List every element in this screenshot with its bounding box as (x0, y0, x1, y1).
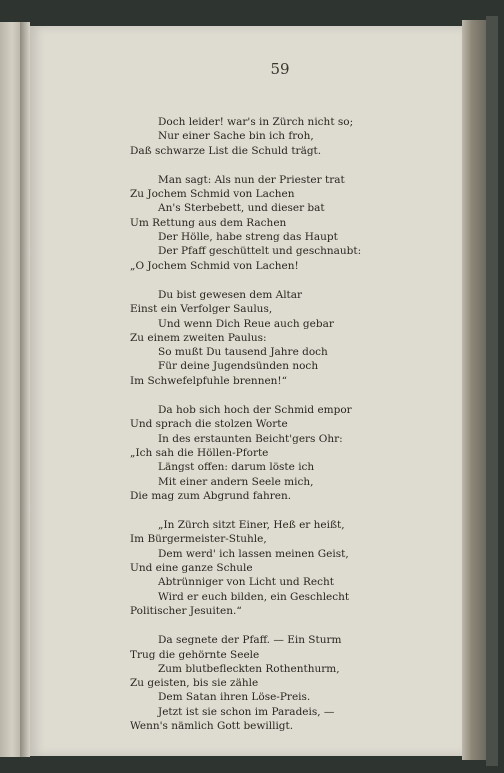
poem-line: Doch leider! war's in Zürch nicht so; (158, 116, 354, 128)
poem-line: „O Jochem Schmid von Lachen! (130, 259, 299, 272)
poem-line: Zu Jochem Schmid von Lachen (130, 188, 295, 201)
page-number: 59 (270, 60, 290, 78)
poem-line: Um Rettung aus dem Rachen (130, 216, 287, 229)
poem-line: Da segnete der Pfaff. — Ein Sturm (158, 634, 342, 647)
poem-line: „In Zürch sitzt Einer, Heß er heißt, (158, 519, 345, 532)
poem-line: Daß schwarze List die Schuld trägt. (130, 144, 322, 157)
poem-line: Zu einem zweiten Paulus: (130, 331, 267, 344)
poem-line: Der Pfaff geschüttelt und geschnaubt: (158, 245, 362, 258)
poem-line: In des erstaunten Beicht'gers Ohr: (158, 432, 343, 445)
poem-line: Nur einer Sache bin ich froh, (158, 130, 314, 143)
book-gutter (20, 22, 30, 757)
stanza (130, 173, 361, 273)
poem-line: Politischer Jesuiten.“ (130, 604, 242, 617)
poem-line: Im Schwefelpfuhle brennen!“ (130, 374, 288, 387)
poem-line: Mit einer andern Seele mich, (158, 475, 314, 488)
poem-line: So mußt Du tausend Jahre doch (158, 346, 328, 359)
poem-line: Der Hölle, habe streng das Haupt (158, 231, 338, 244)
stanza (130, 403, 361, 503)
poem-line: Für deine Jugendsünden noch (158, 360, 319, 373)
poem-line: Dem Satan ihren Löse-Preis. (158, 691, 311, 704)
stanza (130, 115, 361, 158)
poem-line: Zum blutbefleckten Rothenthurm, (158, 662, 340, 675)
poem-line: Und wenn Dich Reue auch gebar (158, 317, 334, 330)
poem-line: „Ich sah die Höllen-Pforte (130, 446, 269, 459)
poem-line: Zu geisten, bis sie zähle (130, 677, 259, 690)
poem-line: Man sagt: Als nun der Priester trat (158, 173, 345, 186)
left-page-edge (0, 22, 20, 757)
poem-line: Da hob sich hoch der Schmid empor (158, 404, 352, 417)
poem-line: An's Sterbebett, und dieser bat (158, 202, 325, 215)
book-cover-edge (486, 16, 498, 766)
poem-line: Einst ein Verfolger Saulus, (130, 303, 273, 316)
poem-line: Trug die gehörnte Seele (130, 648, 260, 661)
page-stack-edge (462, 20, 486, 760)
poem-line: Und eine ganze Schule (130, 562, 253, 575)
poem-line: Wenn's nämlich Gott bewilligt. (130, 719, 294, 732)
poem-line: Abtrünniger von Licht und Recht (158, 576, 334, 589)
poem-line: Längst offen: darum löste ich (158, 461, 315, 474)
stanza (130, 518, 361, 618)
poem-text (130, 115, 361, 748)
poem-line: Du bist gewesen dem Altar (158, 288, 303, 301)
stanza (130, 633, 361, 733)
poem-line: Dem werd' ich lassen meinen Geist, (158, 547, 349, 560)
poem-line: Im Bürgermeister-Stuhle, (130, 533, 267, 546)
poem-line: Jetzt ist sie schon im Paradeis, — (158, 705, 335, 718)
poem-line: Und sprach die stolzen Worte (130, 418, 288, 431)
stanza (130, 288, 361, 388)
poem-line: Die mag zum Abgrund fahren. (130, 489, 292, 502)
poem-line: Wird er euch bilden, ein Geschlecht (158, 590, 350, 603)
